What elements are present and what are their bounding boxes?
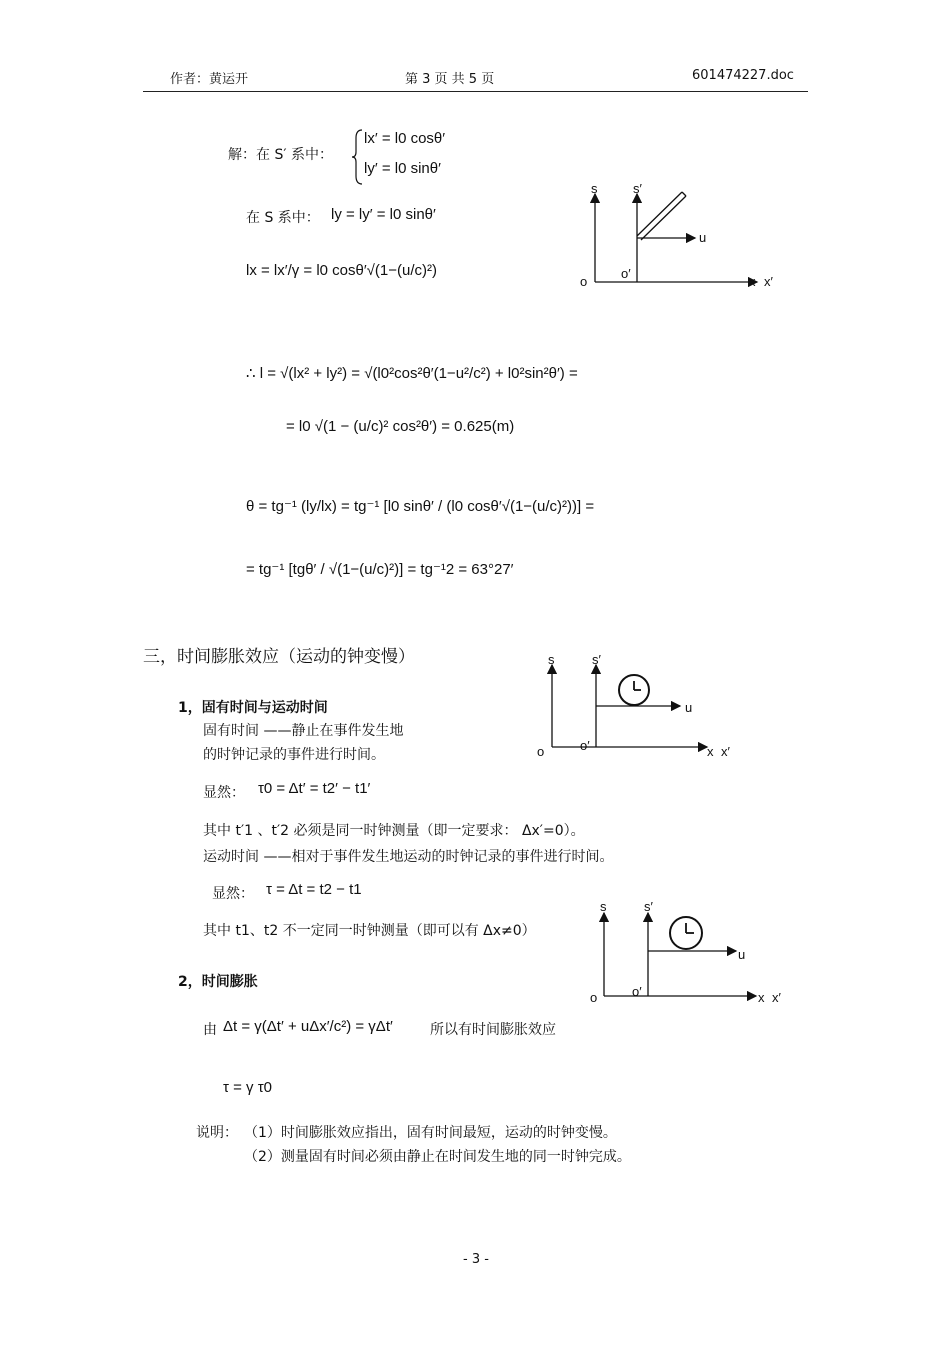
label-o: o xyxy=(590,990,598,1005)
label-s-prime: s′ xyxy=(644,899,653,914)
header-rule xyxy=(143,91,808,92)
label-s: s xyxy=(548,652,555,667)
label-s-prime: s′ xyxy=(592,652,601,667)
label-x: x xyxy=(749,274,756,289)
eq-ly: ly = ly′ = l0 sinθ′ xyxy=(331,206,436,223)
eq-tau: τ = Δt = t2 − t1 xyxy=(266,881,362,898)
clock-icon xyxy=(619,675,649,705)
item2-title: 2，时间膨胀 xyxy=(178,974,258,990)
eq-l-line2: = l0 √(1 − (u/c)² cos²θ′) = 0.625(m) xyxy=(286,418,515,435)
figure-clock-frames-1 xyxy=(535,650,745,760)
rod-end xyxy=(682,192,686,196)
clock-icon xyxy=(670,917,702,949)
note-2: 其中 t1、t2 不一定同一时钟测量（即可以有 Δx≠0） xyxy=(203,923,536,939)
note-1: 其中 t′1 、t′2 必须是同一时钟测量（即一定要求： Δx′=0）。 xyxy=(203,823,585,839)
label-o-prime: o′ xyxy=(632,984,642,999)
page-number: - 3 - xyxy=(463,1252,489,1267)
eq-l-line1: ∴ l = √(lx² + ly²) = √(l0²cos²θ′(1−u²/c²) + l0²sin²θ′) = xyxy=(246,365,578,382)
eq-lx-prime: lx′ = l0 cosθ′ xyxy=(364,130,446,147)
explain-2: （2）测量固有时间必须由静止在时间发生地的同一时钟完成。 xyxy=(244,1149,631,1165)
label-o-prime: o′ xyxy=(621,266,631,281)
explain-label: 说明： xyxy=(196,1125,238,1141)
label-x-prime: x′ xyxy=(772,990,781,1005)
obvious-1: 显然： xyxy=(203,785,245,801)
label-s: s xyxy=(591,181,598,196)
brace-icon xyxy=(352,128,364,186)
in-s-label: 在 S 系中： xyxy=(246,210,320,226)
label-x-prime: x′ xyxy=(764,274,773,289)
label-u: u xyxy=(685,700,693,715)
label-x: x xyxy=(707,744,714,759)
label-o: o xyxy=(580,274,588,289)
eq-dt: Δt = γ(Δt′ + uΔx′/c²) = γΔt′ xyxy=(223,1018,393,1035)
figure-clock-frames-2 xyxy=(588,895,798,1005)
rod-edge-b xyxy=(641,196,686,240)
by-label: 由 xyxy=(203,1022,217,1038)
solution-label: 解：在 S′ 系中： xyxy=(228,147,333,163)
eq-theta-line2: = tg⁻¹ [tgθ′ / √(1−(u/c)²)] = tg⁻¹2 = 63°27′ xyxy=(246,561,514,578)
label-o: o xyxy=(537,744,545,759)
label-s: s xyxy=(600,899,607,914)
item1-title: 1，固有时间与运动时间 xyxy=(178,700,328,716)
label-x: x xyxy=(758,990,765,1005)
eq-ly-prime: ly′ = l0 sinθ′ xyxy=(364,160,441,177)
header-page: 第 3 页 共 5 页 xyxy=(405,72,495,87)
moving-def: 运动时间 ——相对于事件发生地运动的时钟记录的事件进行时间。 xyxy=(203,849,614,865)
header-file: 601474227.doc xyxy=(692,68,794,83)
rod-edge-a xyxy=(637,192,682,236)
section3-title: 三，时间膨胀效应（运动的钟变慢） xyxy=(143,647,415,667)
eq-tau-gamma: τ = γ τ0 xyxy=(223,1079,272,1096)
label-x-prime: x′ xyxy=(721,744,730,759)
label-u: u xyxy=(699,230,707,245)
proper-def-1: 固有时间 ——静止在事件发生地 xyxy=(203,723,404,739)
eq-tau0: τ0 = Δt′ = t2′ − t1′ xyxy=(258,780,371,797)
header-author: 作者：黄运开 xyxy=(170,72,249,87)
label-u: u xyxy=(738,947,746,962)
proper-def-2: 的时钟记录的事件进行时间。 xyxy=(203,747,385,763)
label-s-prime: s′ xyxy=(633,181,642,196)
figure-rod-frames xyxy=(575,180,785,295)
obvious-2: 显然： xyxy=(212,886,254,902)
label-o-prime: o′ xyxy=(580,738,590,753)
explain-1: （1）时间膨胀效应指出，固有时间最短，运动的时钟变慢。 xyxy=(244,1125,617,1141)
eq-lx: lx = lx′/γ = l0 cosθ′√(1−(u/c)²) xyxy=(246,262,437,279)
so-text: 所以有时间膨胀效应 xyxy=(430,1022,556,1038)
eq-theta-line1: θ = tg⁻¹ (ly/lx) = tg⁻¹ [l0 sinθ′ / (l0 cosθ′√(1−(u/c)²))] = xyxy=(246,498,595,515)
